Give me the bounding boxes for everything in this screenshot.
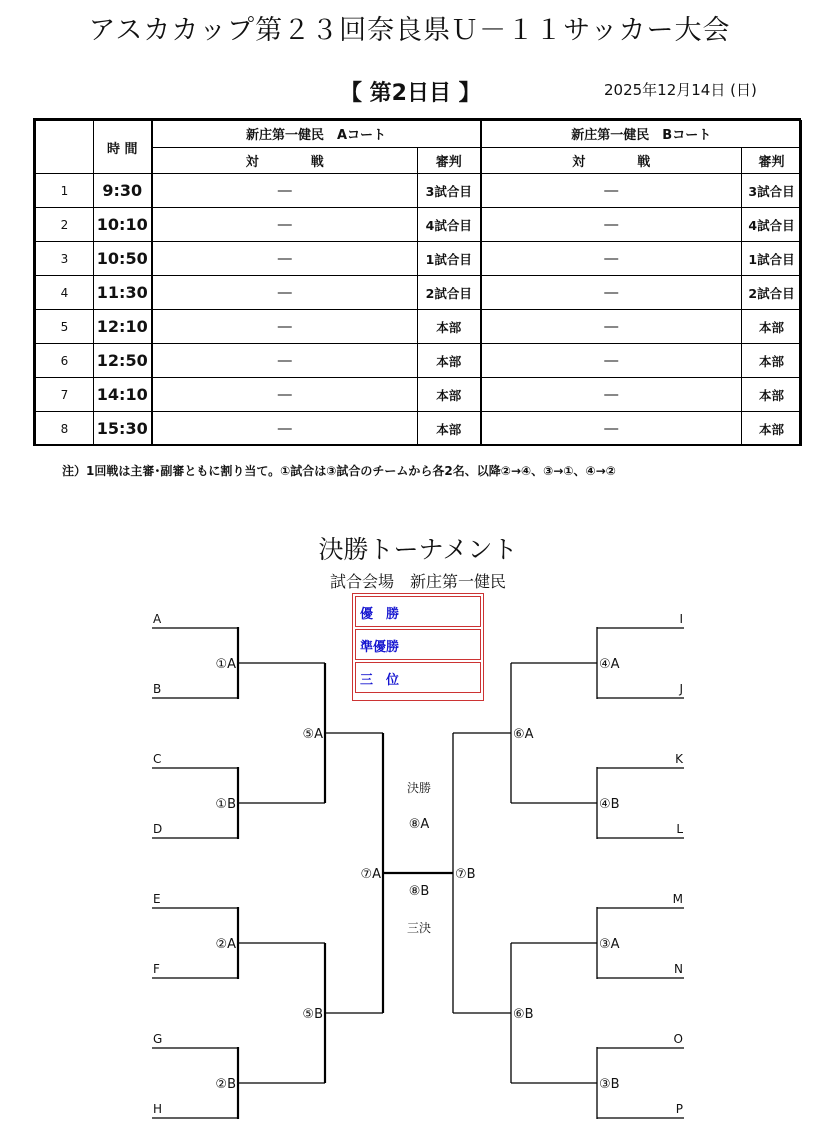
court-b-match: ―: [481, 174, 742, 208]
third-place-cell: 三 位: [355, 662, 481, 693]
winner-cell: 優 勝: [355, 596, 481, 627]
venue-label: 試合会場 新庄第一健民: [329, 572, 506, 591]
row-time: 10:10: [94, 208, 152, 242]
court-b-referee: 2試合目: [742, 276, 802, 310]
third-place-label: 三決: [406, 921, 432, 935]
match-label: ⑥A: [513, 727, 534, 742]
team-label: N: [674, 962, 683, 976]
row-time: 10:50: [94, 242, 152, 276]
match-label: ③B: [599, 1077, 620, 1092]
match-label: ①B: [215, 797, 236, 812]
court-a-referee: 4試合目: [418, 208, 481, 242]
court-a-referee: 1試合目: [418, 242, 481, 276]
row-time: 9:30: [94, 174, 152, 208]
court-a-match: ―: [152, 174, 418, 208]
match-label: ⑦A: [360, 867, 381, 882]
row-time: 14:10: [94, 378, 152, 412]
court-a-referee: 本部: [418, 344, 481, 378]
court-a-match: ―: [152, 242, 418, 276]
match-label: ①A: [215, 657, 236, 672]
team-label: F: [153, 962, 160, 976]
team-label: H: [153, 1102, 163, 1116]
court-b-header: 新庄第一健民 Bコート: [481, 121, 802, 148]
team-label: E: [153, 892, 161, 906]
row-number: 5: [36, 310, 94, 344]
court-b-match: ―: [481, 242, 742, 276]
third-match-label: ⑧B: [408, 884, 430, 899]
match-label: ⑤B: [302, 1007, 323, 1022]
court-a-referee: 2試合目: [418, 276, 481, 310]
court-b-referee: 3試合目: [742, 174, 802, 208]
match-label: ③A: [599, 937, 620, 952]
court-a-referee: 本部: [418, 378, 481, 412]
row-time: 15:30: [94, 412, 152, 446]
match-label: ②B: [215, 1077, 236, 1092]
court-b-referee: 本部: [742, 344, 802, 378]
time-header: 時 間: [94, 121, 152, 174]
court-b-referee: 本部: [742, 310, 802, 344]
match-header-a: 対 戦: [152, 147, 418, 174]
row-time: 11:30: [94, 276, 152, 310]
row-number: 6: [36, 344, 94, 378]
row-number: 3: [36, 242, 94, 276]
court-b-referee: 1試合目: [742, 242, 802, 276]
court-b-referee: 本部: [742, 412, 802, 446]
court-a-referee: 3試合目: [418, 174, 481, 208]
match-label: ⑤A: [302, 727, 323, 742]
court-b-match: ―: [481, 310, 742, 344]
court-a-match: ―: [152, 344, 418, 378]
court-b-match: ―: [481, 208, 742, 242]
row-number: 2: [36, 208, 94, 242]
final-label: 決勝: [406, 781, 432, 795]
team-label: D: [153, 822, 163, 836]
court-b-match: ―: [481, 344, 742, 378]
team-label: P: [675, 1102, 683, 1116]
court-a-match: ―: [152, 310, 418, 344]
tournament-title: 決勝トーナメント: [318, 535, 518, 564]
team-label: G: [153, 1032, 163, 1046]
court-a-header: 新庄第一健民 Aコート: [152, 121, 481, 148]
team-label: B: [153, 682, 162, 696]
match-label: ④A: [599, 657, 620, 672]
row-number: 8: [36, 412, 94, 446]
court-a-match: ―: [152, 412, 418, 446]
court-b-match: ―: [481, 412, 742, 446]
team-label: K: [675, 752, 683, 766]
runner-up-cell: 準優勝: [355, 629, 481, 660]
court-a-referee: 本部: [418, 412, 481, 446]
court-a-referee: 本部: [418, 310, 481, 344]
match-label: ⑥B: [513, 1007, 534, 1022]
referee-header-a: 審判: [418, 147, 481, 174]
match-header-b: 対 戦: [481, 147, 742, 174]
team-label: I: [679, 612, 683, 626]
match-label: ④B: [599, 797, 620, 812]
court-a-match: ―: [152, 378, 418, 412]
referee-header-b: 審判: [742, 147, 802, 174]
date-label: 2025年12月14日 (日): [604, 81, 757, 99]
page-title: アスカカップ第２３回奈良県Ｕ－１１サッカー大会: [88, 15, 731, 46]
court-b-match: ―: [481, 276, 742, 310]
match-label: ⑦B: [455, 867, 476, 882]
team-label: A: [153, 612, 162, 626]
final-match-label: ⑧A: [408, 817, 430, 832]
row-number: 1: [36, 174, 94, 208]
row-time: 12:10: [94, 310, 152, 344]
court-a-match: ―: [152, 276, 418, 310]
court-a-match: ―: [152, 208, 418, 242]
row-number: 7: [36, 378, 94, 412]
team-label: L: [676, 822, 683, 836]
court-b-match: ―: [481, 378, 742, 412]
match-label: ②A: [215, 937, 236, 952]
team-label: C: [153, 752, 162, 766]
row-number: 4: [36, 276, 94, 310]
referee-note: 注）1回戦は主審･副審ともに割り当て。①試合は③試合のチームから各2名、以降②→④、③→①、④→②: [62, 464, 616, 478]
row-time: 12:50: [94, 344, 152, 378]
team-label: M: [672, 892, 683, 906]
day-label: 【 第2日目 】: [340, 81, 481, 106]
team-label: J: [679, 682, 683, 696]
court-b-referee: 4試合目: [742, 208, 802, 242]
team-label: O: [673, 1032, 683, 1046]
court-b-referee: 本部: [742, 378, 802, 412]
